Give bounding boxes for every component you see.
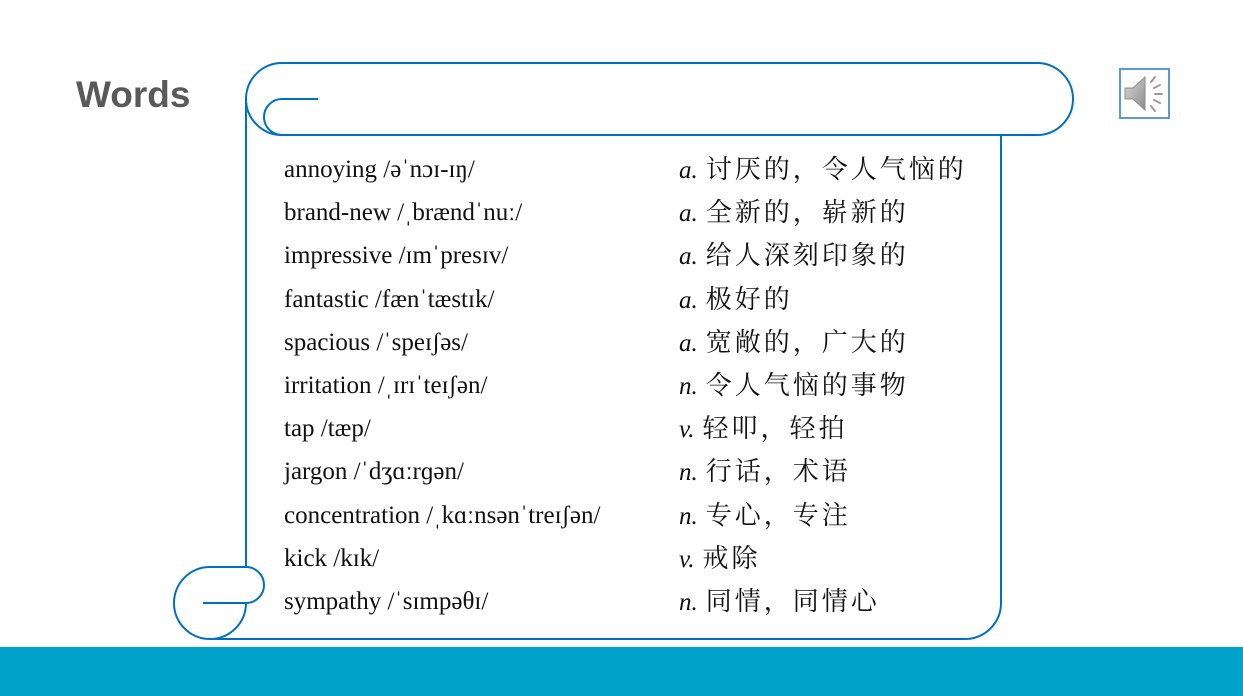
- chinese-meaning: 给人深刻印象的: [705, 241, 909, 272]
- word-definition: [679, 409, 847, 450]
- part-of-speech: v.: [679, 416, 695, 444]
- chinese-meaning: 同情，同情心: [705, 586, 880, 617]
- word-row: [284, 323, 1004, 366]
- word-definition: [679, 582, 880, 623]
- word-definition: [679, 323, 909, 364]
- speaker-icon: [1121, 70, 1168, 117]
- part-of-speech: n.: [679, 502, 698, 530]
- word-term: spacious /ˈspeɪʃəs/: [284, 328, 468, 356]
- chinese-meaning: 专心，专注: [705, 500, 851, 531]
- chinese-meaning: 令人气恼的事物: [705, 370, 909, 401]
- word-term: annoying /əˈnɔɪ-ɪŋ/: [284, 156, 475, 183]
- word-row: [284, 280, 1004, 323]
- word-term: kick /kɪk/: [284, 544, 380, 572]
- footer-bar: [0, 647, 1243, 696]
- chinese-meaning: 讨厌的，令人气恼的: [705, 155, 967, 185]
- word-row: [284, 452, 1004, 495]
- word-definition: [679, 452, 851, 493]
- word-row: [284, 193, 1004, 236]
- word-row: [284, 366, 1004, 409]
- word-definition: [679, 539, 760, 580]
- word-term: tap /tæp/: [284, 415, 371, 443]
- word-definition: [679, 366, 909, 407]
- word-row: [284, 409, 1004, 452]
- word-term: irritation /ˌɪrɪˈteɪʃən/: [284, 371, 488, 399]
- chinese-meaning: 轻叩，轻拍: [702, 414, 848, 445]
- part-of-speech: n.: [679, 459, 698, 487]
- part-of-speech: a.: [679, 243, 698, 271]
- speaker-button[interactable]: [1119, 68, 1170, 119]
- part-of-speech: a.: [679, 157, 698, 184]
- chinese-meaning: 极好的: [705, 284, 793, 315]
- word-definition: [679, 280, 793, 321]
- part-of-speech: a.: [679, 200, 698, 228]
- word-row: [284, 539, 1004, 582]
- word-definition: [679, 236, 909, 277]
- word-list: [284, 150, 1004, 625]
- chinese-meaning: 全新的，崭新的: [705, 198, 909, 229]
- part-of-speech: n.: [679, 588, 698, 616]
- word-row: [284, 150, 1004, 193]
- word-term: impressive /ɪmˈpresɪv/: [284, 242, 509, 270]
- word-term: brand-new /ˌbrændˈnuː/: [284, 199, 523, 227]
- word-row: [284, 496, 1004, 539]
- part-of-speech: n.: [679, 372, 698, 400]
- chinese-meaning: 宽敞的，广大的: [705, 327, 909, 358]
- word-term: sympathy /ˈsɪmpəθɪ/: [284, 587, 489, 615]
- chinese-meaning: 行话，术语: [705, 457, 851, 488]
- word-term: jargon /ˈdʒɑːrɡən/: [284, 458, 464, 486]
- part-of-speech: a.: [679, 329, 698, 357]
- word-row: [284, 236, 1004, 279]
- page-title: Words: [76, 74, 191, 115]
- word-definition: [679, 193, 909, 234]
- chinese-meaning: 戒除: [702, 543, 761, 574]
- word-definition: [679, 496, 851, 537]
- word-term: concentration /ˌkɑːnsənˈtreɪʃən/: [284, 501, 601, 529]
- part-of-speech: a.: [679, 286, 698, 314]
- part-of-speech: v.: [679, 545, 695, 573]
- word-definition: [679, 150, 967, 191]
- word-term: fantastic /fænˈtæstɪk/: [284, 285, 495, 313]
- word-row: [284, 582, 1004, 625]
